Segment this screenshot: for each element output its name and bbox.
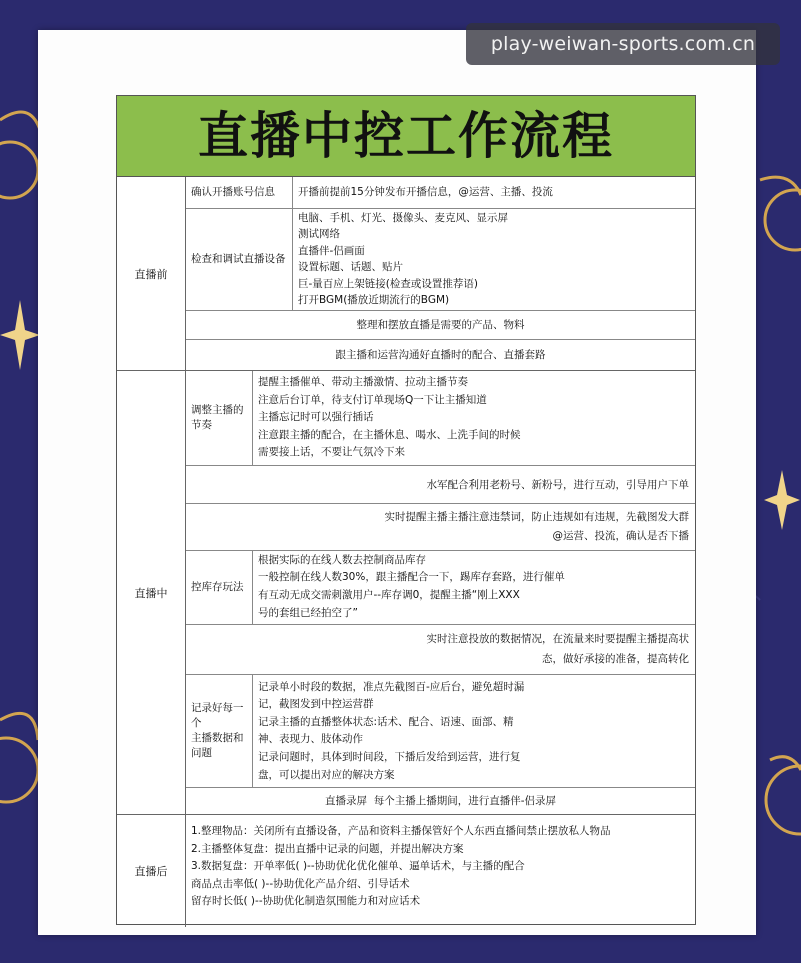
table-row: [186, 625, 695, 675]
row-label-line: 问题: [191, 746, 212, 759]
content-line: 3.数据复盘：开单率低( )--协助优化优化催单、逼单话术，与主播的配合: [191, 860, 525, 872]
row-label: 确认开播账号信息: [186, 177, 293, 208]
row-content: [293, 209, 695, 310]
site-watermark: play-weiwan-sports.com.cn: [466, 23, 780, 65]
section-before: [117, 177, 695, 371]
content-line: 直播伴-侣画面: [298, 244, 365, 257]
after-content: [186, 815, 695, 927]
table-row: [186, 371, 695, 466]
row-content: 水军配合利用老粉号、新粉号，进行互动，引导用户下单: [426, 478, 689, 491]
content-line: @运营、投流，确认是否下播: [552, 529, 689, 542]
section-during: [117, 371, 695, 815]
row-label: [186, 675, 253, 787]
row-content: [253, 371, 695, 465]
row-content: 跟主播和运营沟通好直播时的配合、直播套路: [335, 349, 546, 362]
content-line: 有互动无成交需刺激用户--库存调0，提醒主播“刚上XXX: [258, 589, 520, 602]
table-row: [186, 311, 695, 341]
content-line: 商品点击率低( )--协助优化产品介绍、引导话术: [191, 877, 410, 890]
content-line: 需要接上话，不要让气氛冷下来: [258, 446, 405, 459]
content-line: 记，截图发到中控运营群: [258, 698, 374, 711]
content-line: 神、表现力、肢体动作: [258, 733, 363, 746]
content-line: 记录问题时，具体到时间段，下播后发给到运营，进行复: [258, 751, 521, 764]
row-label: 调整主播的节奏: [186, 371, 253, 465]
content-line: 实时提醒主播主播注意违禁词，防止违规如有违规，先截图发大群: [384, 510, 689, 523]
row-label: 检查和调试直播设备: [186, 209, 293, 310]
content-line: 态，做好承接的准备，提高转化: [542, 653, 689, 666]
content-line: 打开BGM(播放近期流行的BGM): [298, 294, 450, 307]
page-title: 直播中控工作流程: [117, 96, 695, 177]
content-line: 盘，可以提出对应的解决方案: [258, 768, 395, 781]
row-content: [186, 504, 695, 550]
content-line: 一般控制在线人数30%，跟主播配合一下，踢库存套路，进行催单: [258, 571, 565, 584]
row-content: 直播录屏 每个主播上播期间，进行直播伴-侣录屏: [325, 794, 556, 807]
content-line: 提醒主播催单、带动主播激情、拉动主播节奏: [258, 376, 468, 388]
row-content: [186, 625, 695, 674]
row-content: 整理和摆放直播是需要的产品、物料: [356, 318, 525, 331]
content-line: 电脑、手机、灯光、摄像头、麦克风、显示屏: [298, 211, 508, 224]
content-line: 留存时长低( )--协助优化制造氛围能力和对应话术: [191, 895, 421, 907]
table-row: [186, 340, 695, 370]
row-label: 控库存玩法: [186, 551, 253, 624]
content-line: 号的套组已经拍空了”: [258, 606, 358, 619]
sparkle-icon: [764, 470, 800, 530]
row-label-line: 记录好每一: [191, 701, 244, 714]
section-label-after: 直播后: [117, 815, 186, 927]
content-line: 设置标题、话题、贴片: [298, 261, 403, 274]
table-row: [186, 177, 695, 209]
content-line: 注意跟主播的配合，在主播休息、喝水、上洗手间的时候: [258, 428, 521, 441]
content-line: 根据实际的在线人数去控制商品库存: [258, 553, 426, 566]
content-line: 实时注意投放的数据情况，在流量来时要提醒主播提高状: [426, 633, 689, 646]
content-line: 记录单小时段的数据，准点先截图百-应后台，避免超时漏: [258, 680, 525, 693]
content-line: 注意后台订单，待支付订单现场Q一下让主播知道: [258, 393, 487, 406]
content-line: 测试网络: [298, 228, 340, 241]
section-label-during: 直播中: [117, 371, 186, 814]
section-label-before: 直播前: [117, 177, 186, 370]
row-label-line: 主播数据和: [191, 731, 244, 744]
table-row: [186, 788, 695, 814]
table-row: [186, 504, 695, 551]
table-row: [186, 675, 695, 788]
row-label-line: 个: [191, 716, 202, 729]
workflow-table: [116, 95, 696, 925]
content-line: 开播前提前15分钟发布开播信息，@运营、主播、投流: [298, 185, 553, 198]
row-content: [253, 551, 695, 624]
table-row: [186, 551, 695, 625]
content-line: 2.主播整体复盘：提出直播中记录的问题，并提出解决方案: [191, 842, 464, 855]
content-line: 主播忘记时可以强行插话: [258, 411, 374, 424]
content-line: 1.整理物品：关闭所有直播设备，产品和资料主播保管好个人东西直播间禁止摆放私人物品: [191, 825, 611, 837]
table-row: [186, 466, 695, 504]
content-line: 记录主播的直播整体状态:话术、配合、语速、面部、精: [258, 715, 514, 728]
sparkle-icon: [0, 300, 40, 370]
content-line: 巨-量百应上架链接(检查或设置推荐语): [298, 277, 478, 290]
row-content: [253, 675, 695, 787]
row-content: [293, 177, 695, 208]
section-after: [117, 815, 695, 927]
table-row: [186, 209, 695, 311]
